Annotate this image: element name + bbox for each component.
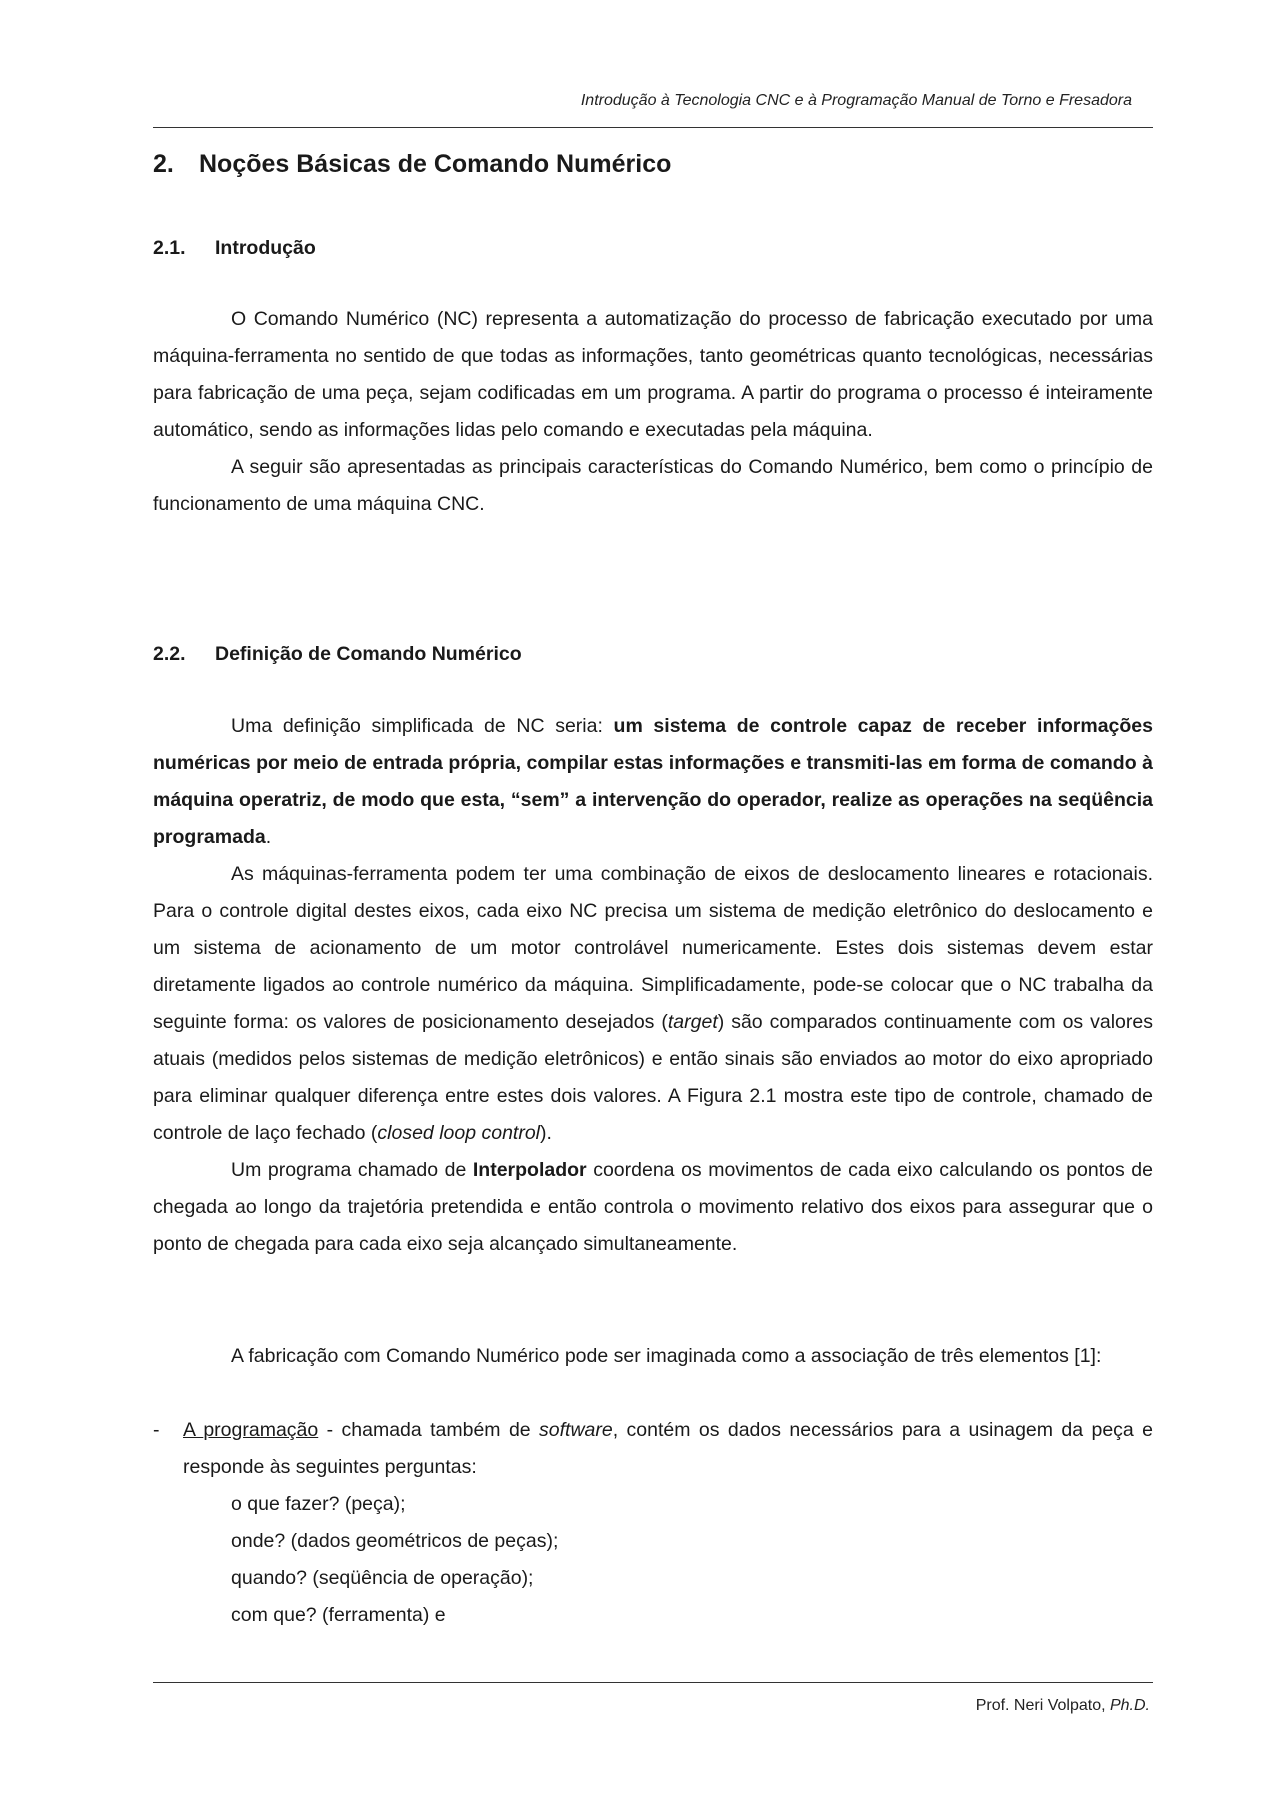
bold-term: Interpolador: [472, 1159, 587, 1181]
underlined-term: A: [183, 1419, 204, 1441]
elements-intro-text: [153, 1338, 1153, 1375]
question-line: quando? (seqüência de operação);: [231, 1567, 534, 1589]
running-footer: [976, 1697, 1150, 1715]
section-number: 2.1.: [153, 237, 186, 259]
section-title: Definição de Comando Numérico: [215, 643, 522, 665]
text-run: coordena os movimentos de cada eixo calculando os pontos de chegada ao longo da trajetória pretendida e então controla o movimento relativo dos eixos para assegurar que o ponto de chegada para cada eixo seja alcançado simultaneamente.: [153, 1159, 1153, 1255]
underlined-term: programação: [203, 1419, 319, 1441]
paragraph: O Comando Numérico (NC) representa a automatização do processo de fabricação executado por uma máquina-ferramenta no sentido de que todas as informações, tanto geométricas quanto tecnológicas, necessárias para fabricação de uma peça, sejam codificadas em um programa. A partir do programa o processo é inteiramente automático, sendo as informações lidas pelo comando e executadas pela máquina.: [153, 308, 1153, 441]
text-run: - chamada também de: [318, 1419, 540, 1441]
paragraph: [153, 708, 1153, 856]
intro-text: [153, 301, 1153, 523]
header-rule: [153, 127, 1153, 128]
paragraph: [153, 1152, 1153, 1263]
section-heading-definition: [153, 643, 522, 666]
question-line: onde? (dados geométricos de peças);: [231, 1530, 559, 1552]
chapter-heading: [153, 150, 671, 179]
text-run: ) são comparados continuamente com os valores atuais (medidos pelos sistemas de medição eletrônicos) e então sinais são enviados ao motor do eixo apropriado para eliminar qualquer diferença entre estes dois valores. A Figura 2.1 mostra este tipo de controle, chamado de controle de laço fechado (: [153, 1011, 1153, 1144]
italic-term: target: [667, 1011, 718, 1033]
question-line: com que? (ferramenta) e: [231, 1604, 446, 1626]
chapter-number: 2.: [153, 150, 174, 178]
italic-term: closed loop control: [377, 1122, 541, 1144]
paragraph: [153, 856, 1153, 1152]
text-run: , contém os dados necessários para a usinagem da peça e responde às seguintes perguntas:: [183, 1419, 1154, 1478]
definition-text: [153, 708, 1153, 1263]
section-number: 2.2.: [153, 643, 186, 665]
elements-list: [153, 1412, 1153, 1634]
chapter-title: Noções Básicas de Comando Numérico: [199, 150, 672, 178]
footer-author: Prof. Neri Volpato,: [975, 1697, 1110, 1714]
section-title: Introdução: [215, 237, 316, 259]
text-run: As máquinas-ferramenta podem ter uma combinação de eixos de deslocamento lineares e rotacionais. Para o controle digital destes eixos, cada eixo NC precisa um sistema de medição eletrônico do deslocamento e um sistema de acionamento de um motor controlável numericamente. Estes dois sistemas devem estar diretamente ligados ao controle numérico da máquina. Simplificadamente, pode-se colocar que o NC trabalha da seguinte forma: os valores de posicionamento desejados (: [153, 863, 1153, 1033]
text-run: Uma definição simplificada de NC seria:: [231, 715, 614, 737]
footer-rule: [153, 1682, 1153, 1683]
footer-degree: Ph.D.: [1109, 1697, 1150, 1714]
text-run: ).: [540, 1122, 552, 1144]
question-line: o que fazer? (peça);: [231, 1493, 406, 1515]
definition-emphasis: um sistema de controle capaz de receber informações numéricas por meio de entrada própria, compilar estas informações e transmiti-las em forma de comando à máquina operatriz, de modo que esta, “sem” a intervenção do operador, realize as operações na seqüência programada: [153, 715, 1153, 848]
italic-term: software: [539, 1419, 613, 1441]
paragraph: A seguir são apresentadas as principais características do Comando Numérico, bem como o princípio de funcionamento de uma máquina CNC.: [153, 456, 1153, 515]
list-item: [153, 1412, 1153, 1486]
paragraph: A fabricação com Comando Numérico pode ser imaginada como a associação de três elementos [1]:: [231, 1345, 1102, 1367]
section-heading-intro: [153, 237, 316, 260]
text-run: Um programa chamado de: [231, 1159, 473, 1181]
running-header: Introdução à Tecnologia CNC e à Programação Manual de Torno e Fresadora: [580, 92, 1132, 109]
text-run: .: [265, 826, 272, 848]
list-bullet: -: [153, 1419, 160, 1441]
